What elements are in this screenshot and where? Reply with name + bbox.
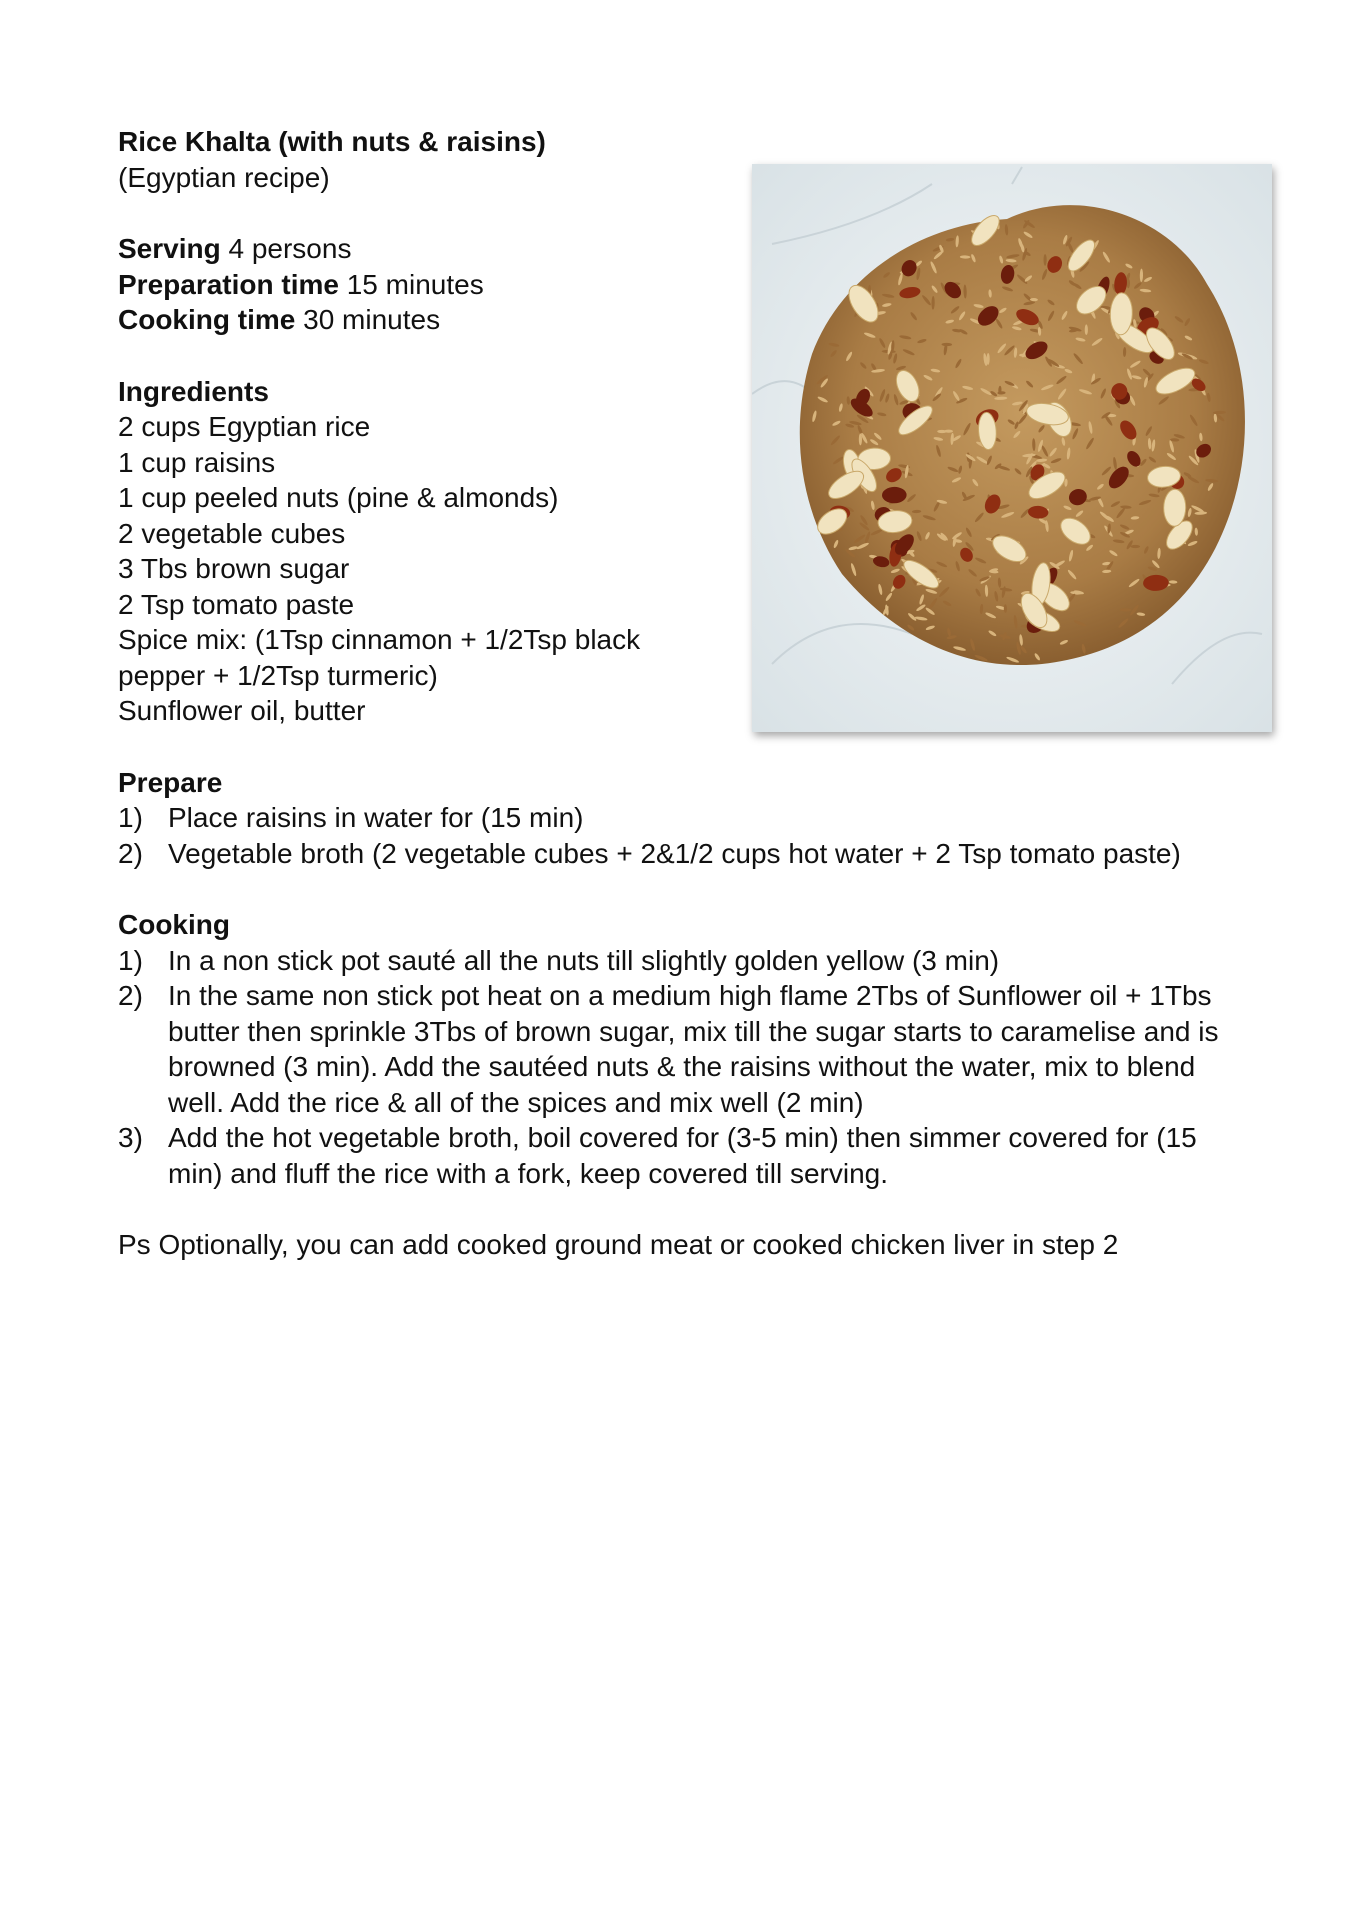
cooking-steps [118,943,1258,1192]
list-item [118,836,1258,872]
meta-label: Serving [118,233,221,264]
meta-value: 30 minutes [303,304,441,335]
ingredient-item: 2 Tsp tomato paste [118,588,355,620]
step-text: Add the hot vegetable broth, boil covered for (3-5 min) then simmer covered for (15 min) and fluff the rice with a fork, keep covered till serving. [168,1122,1197,1189]
ingredient-item: 1 cup peeled nuts (pine & almonds) [118,482,559,513]
ingredient-item: 1 cup raisins [118,446,276,478]
step-number: 3) [118,1122,143,1153]
ingredients-heading: Ingredients [118,375,269,407]
meta-value: 15 minutes [346,268,484,300]
step-number: 1) [118,944,143,976]
rice-dish-photo [752,164,1272,732]
recipe-subtitle: (Egyptian recipe) [118,161,330,193]
step-text: In a non stick pot sauté all the nuts till slightly golden yellow (3 min) [168,944,1000,976]
meta-label: Preparation time [118,268,339,300]
step-number: 1) [118,802,143,833]
step-text: Place raisins in water for (15 min) [168,802,584,833]
recipe-title: Rice Khalta (with nuts & raisins) [118,126,546,157]
ingredient-item: 2 vegetable cubes [118,517,346,549]
step-text: Vegetable broth (2 vegetable cubes + 2&1/2 cups hot water + 2 Tsp tomato paste) [168,837,1181,869]
prepare-heading: Prepare [118,766,223,798]
ingredient-item: 2 cups Egyptian rice [118,411,371,442]
cooking-section [118,907,1258,1191]
step-text: In the same non stick pot heat on a medium high flame 2Tbs of Sunflower oil + 1Tbs butter then sprinkle 3Tbs of brown sugar, mix till the sugar starts to caramelise and is browned (3 min). Add the sautéed nuts & the raisins without the water, mix to blend well. Add the rice & all of the spices and mix well (2 min) [168,980,1219,1118]
list-item [118,1120,1258,1191]
list-item [118,943,1258,979]
ingredient-item: Spice mix: (1Tsp cinnamon + 1/2Tsp black pepper + 1/2Tsp turmeric) [118,624,641,691]
ingredient-item: 3 Tbs brown sugar [118,553,350,584]
cooking-heading: Cooking [118,909,230,940]
list-item [118,978,1258,1120]
step-number: 2) [118,837,143,869]
prepare-section [118,765,1258,872]
ingredient-item: Sunflower oil, butter [118,695,366,726]
meta-value: 4 persons [228,233,352,264]
prepare-steps [118,800,1258,871]
recipe-note: Ps Optionally, you can add cooked ground meat or cooked chicken liver in step 2 [118,1229,1119,1260]
list-item [118,800,1258,836]
ingredients-section [118,374,718,729]
step-number: 2) [118,980,143,1011]
meta-label: Cooking time [118,304,296,335]
